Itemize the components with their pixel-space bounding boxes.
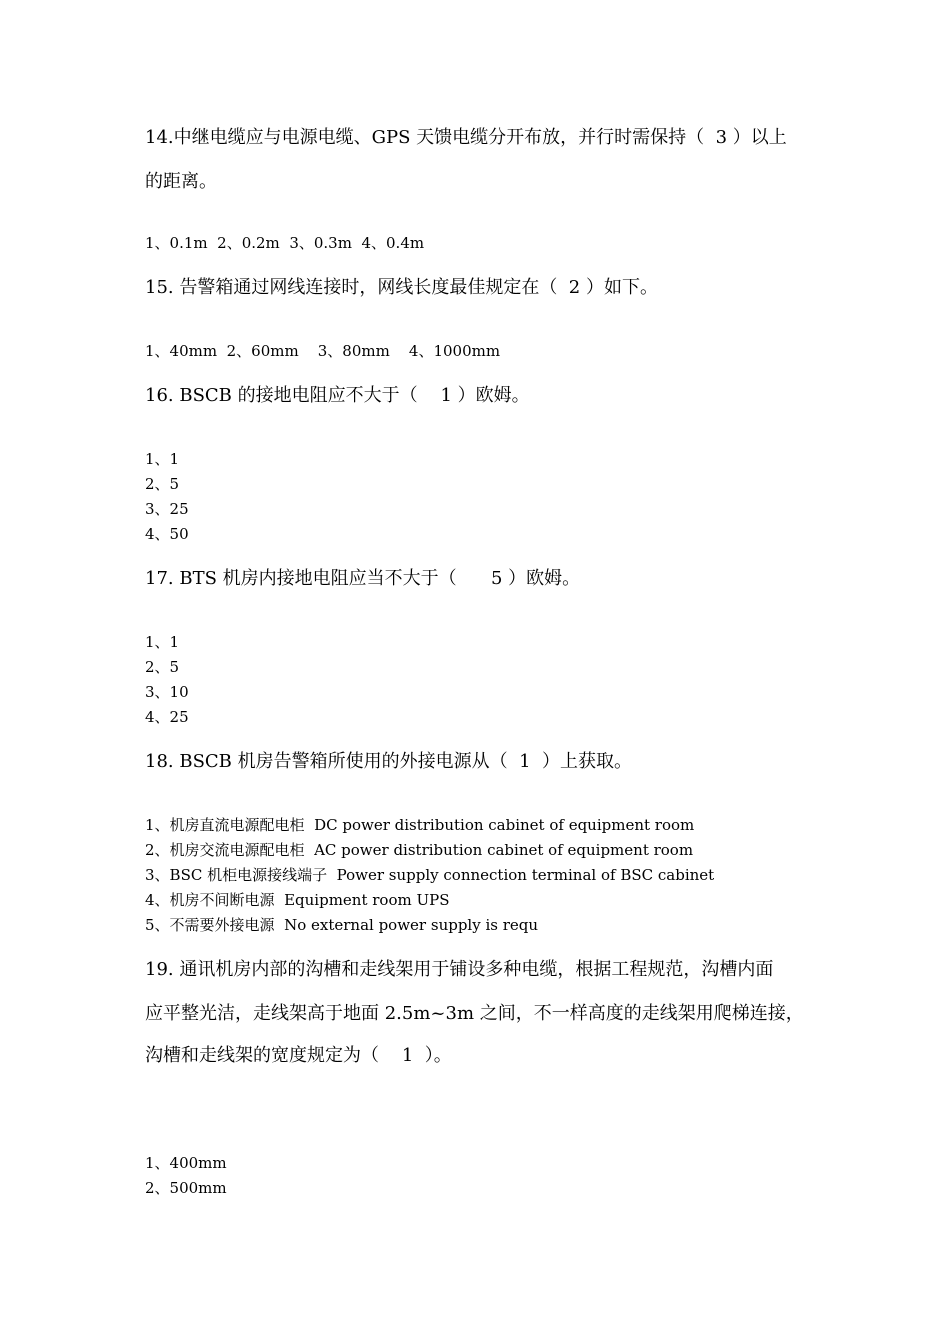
- question-17-option-3: 3、10: [145, 683, 189, 701]
- question-17-text: 17. BTS 机房内接地电阻应当不大于（ 5 ）欧姆。: [145, 568, 581, 589]
- question-19-option-1: 1、400mm: [145, 1154, 227, 1172]
- question-16-option-4: 4、50: [145, 525, 189, 543]
- question-14-line-2: 的距离。: [145, 171, 217, 192]
- question-16-option-2: 2、5: [145, 475, 180, 493]
- question-15-text: 15. 告警箱通过网线连接时，网线长度最佳规定在（ 2 ）如下。: [145, 277, 658, 298]
- question-16-option-1: 1、1: [145, 450, 180, 468]
- question-15-options: 1、40mm 2、60mm 3、80mm 4、1000mm: [145, 342, 501, 360]
- question-18-option-4: 4、机房不间断电源 Equipment room UPS: [145, 891, 450, 909]
- question-19-line-2: 应平整光洁，走线架高于地面 2.5m~3m 之间，不一样高度的走线架用爬梯连接，: [145, 1003, 804, 1024]
- question-16-text: 16. BSCB 的接地电阻应不大于（ 1 ）欧姆。: [145, 385, 530, 406]
- question-19-option-2: 2、500mm: [145, 1179, 227, 1197]
- question-19-line-3: 沟槽和走线架的宽度规定为（ 1 ）。: [145, 1045, 452, 1066]
- question-18-option-5: 5、不需要外接电源 No external power supply is requ: [145, 916, 539, 934]
- question-14-options: 1、0.1m 2、0.2m 3、0.3m 4、0.4m: [145, 234, 425, 252]
- question-17-option-4: 4、25: [145, 708, 189, 726]
- question-17-option-1: 1、1: [145, 633, 180, 651]
- question-18-option-2: 2、机房交流电源配电柜 AC power distribution cabinet of equipment room: [145, 841, 694, 859]
- question-18-option-1: 1、机房直流电源配电柜 DC power distribution cabinet of equipment room: [145, 816, 695, 834]
- question-14-line-1: 14.中继电缆应与电源电缆、GPS 天馈电缆分开布放，并行时需保持（ 3 ）以上: [145, 127, 787, 148]
- question-18-text: 18. BSCB 机房告警箱所使用的外接电源从（ 1 ）上获取。: [145, 751, 632, 772]
- question-19-line-1: 19. 通讯机房内部的沟槽和走线架用于铺设多种电缆，根据工程规范，沟槽内面: [145, 959, 774, 980]
- question-17-option-2: 2、5: [145, 658, 180, 676]
- question-18-option-3: 3、BSC 机柜电源接线端子 Power supply connection terminal of BSC cabinet: [145, 866, 715, 884]
- question-16-option-3: 3、25: [145, 500, 189, 518]
